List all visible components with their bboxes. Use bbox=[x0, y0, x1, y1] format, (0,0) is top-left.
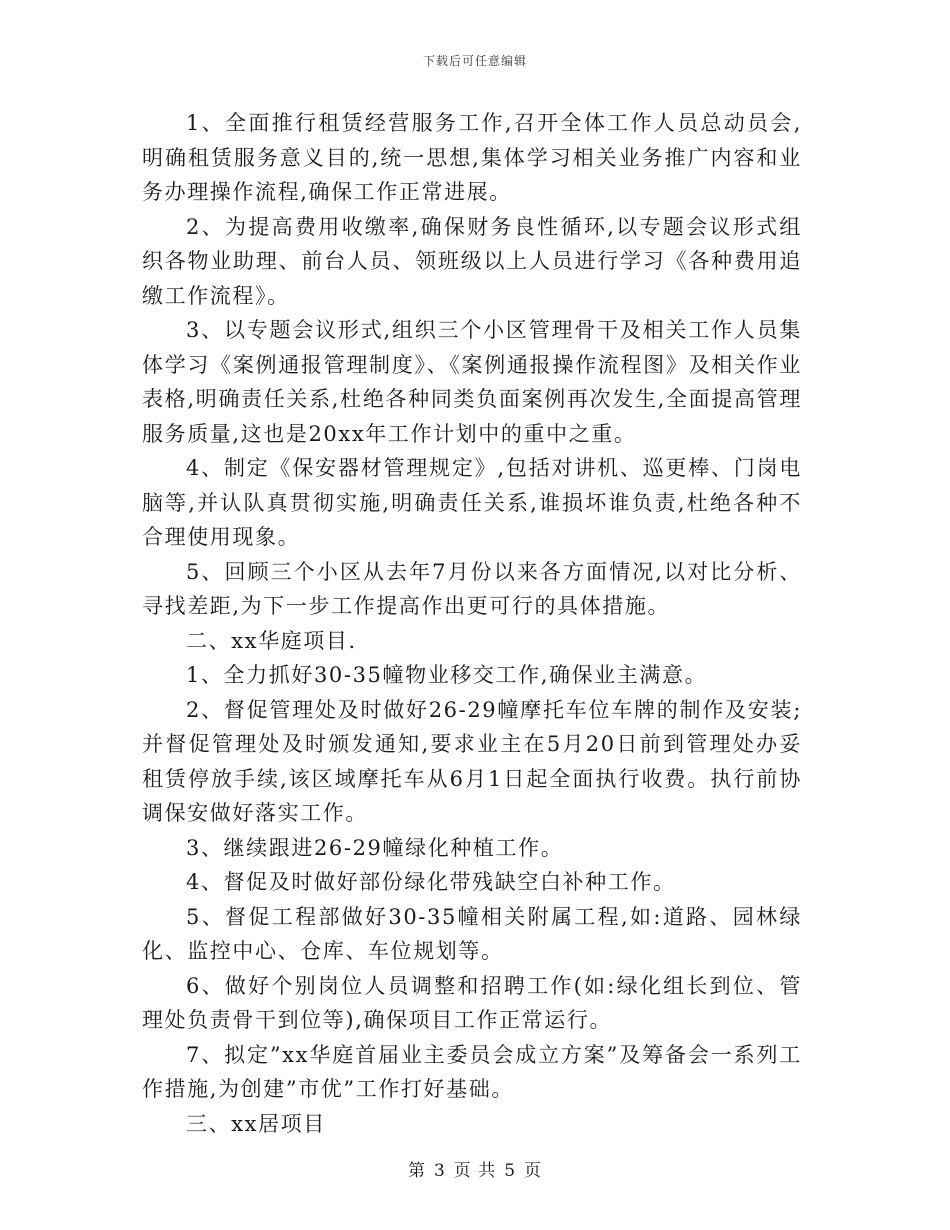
paragraph: 4、制定《保安器材管理规定》,包括对讲机、巡更棒、门岗电脑等,并认队真贯彻实施,明确责任关系,谁损坏谁负责,杜绝各种不合理使用现象。 bbox=[142, 456, 802, 549]
footer-middle: 页 共 bbox=[453, 1161, 497, 1181]
paragraph: 6、做好个别岗位人员调整和招聘工作(如:绿化组长到位、管理处负责骨干到位等),确保项目工作正常运行。 bbox=[142, 973, 802, 1032]
paragraph: 1、全力抓好30-35幢物业移交工作,确保业主满意。 bbox=[186, 663, 708, 687]
footer-suffix: 页 bbox=[524, 1161, 543, 1181]
section-heading: 三、xx居项目 bbox=[186, 1111, 326, 1136]
document-body bbox=[142, 106, 802, 1141]
page-footer bbox=[0, 1156, 950, 1181]
paragraph: 7、拟定”xx华庭首届业主委员会成立方案”及筹备会一系列工作措施,为创建”市优”工作打好基础。 bbox=[142, 1042, 802, 1101]
page-header: 下载后可任意编辑 bbox=[422, 54, 527, 68]
paragraph: 1、全面推行租赁经营服务工作,召开全体工作人员总动员会,明确租赁服务意义目的,统一思想,集体学习相关业务推广内容和业务办理操作流程,确保工作正常进展。 bbox=[142, 111, 802, 204]
paragraph: 5、督促工程部做好30-35幢相关附属工程,如:道路、园林绿化、监控中心、仓库、车位规划等。 bbox=[142, 904, 802, 963]
paragraph: 2、为提高费用收缴率,确保财务良性循环,以专题会议形式组织各物业助理、前台人员、领班级以上人员进行学习《各种费用追缴工作流程》。 bbox=[142, 214, 802, 308]
paragraph: 4、督促及时做好部份绿化带残缺空白补种工作。 bbox=[186, 870, 676, 894]
paragraph: 5、回顾三个小区从去年7月份以来各方面情况,以对比分析、寻找差距,为下一步工作提高作出更可行的具体措施。 bbox=[142, 559, 802, 618]
section-heading: 二、xx华庭项目. bbox=[186, 628, 357, 653]
paragraph: 3、继续跟进26-29幢绿化种植工作。 bbox=[186, 835, 564, 860]
paragraph: 3、以专题会议形式,组织三个小区管理骨干及相关工作人员集体学习《案例通报管理制度》、《案例通报操作流程图》及相关作业表格,明确责任关系,杜绝各种同类负面案例再次发生,全面提高管理服务质量,这也是20xx年工作计划中的重中之重。 bbox=[142, 318, 802, 446]
total-pages: 5 bbox=[504, 1161, 517, 1181]
footer-prefix: 第 bbox=[407, 1161, 426, 1181]
paragraph: 2、督促管理处及时做好26-29幢摩托车位车牌的制作及安装;并督促管理处及时颁发通知,要求业主在5月20日前到管理处办妥租赁停放手续,该区域摩托车从6月1日起全面执行收费。执行前协调保安做好落实工作。 bbox=[142, 697, 802, 825]
current-page-number: 3 bbox=[433, 1161, 446, 1181]
